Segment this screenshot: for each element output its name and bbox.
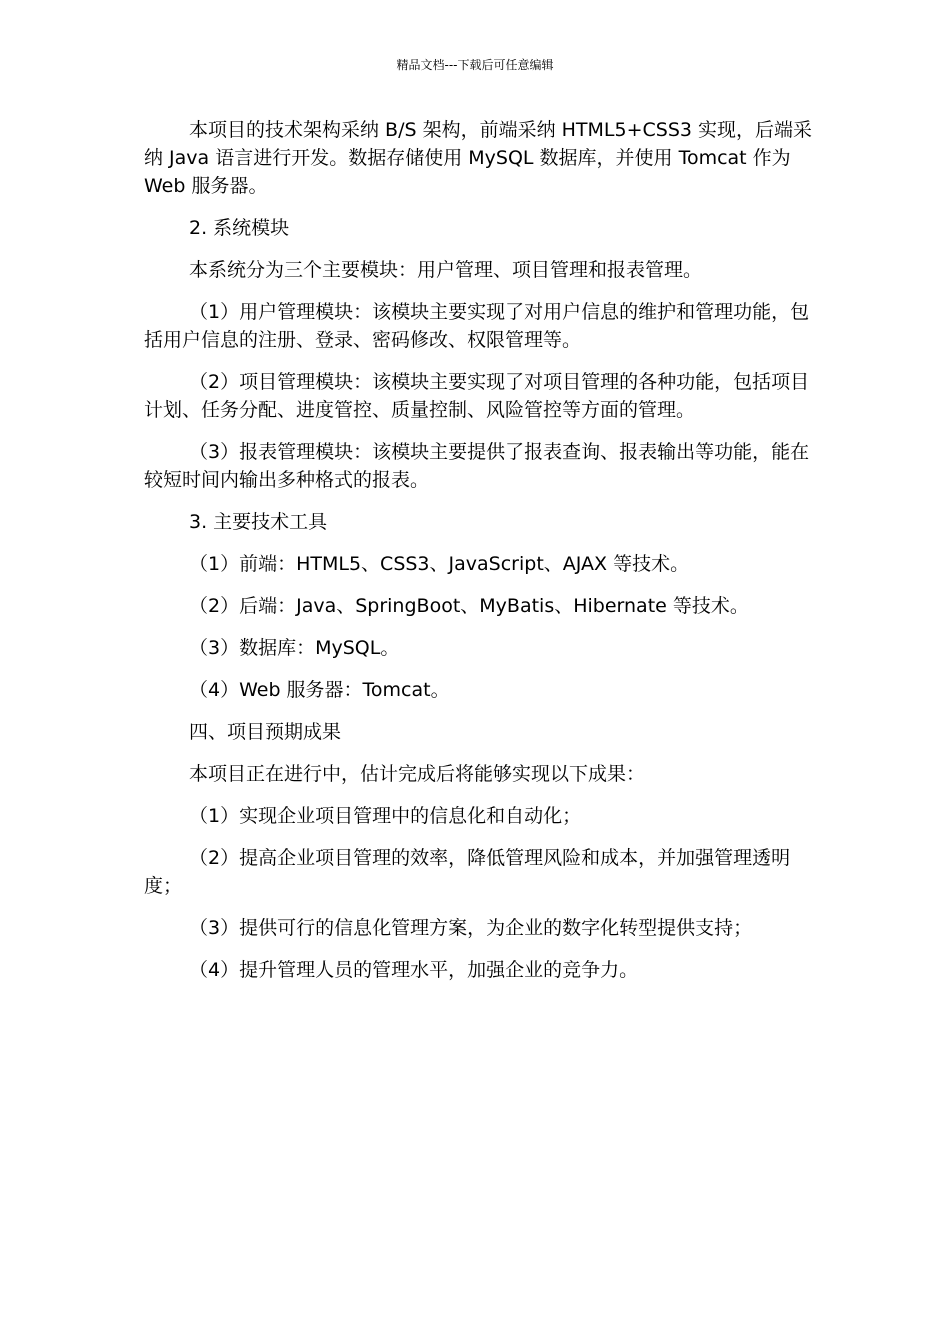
- list-item-report-module: （3）报表管理模块：该模块主要提供了报表查询、报表输出等功能，能在较短时间内输出多种格式的报表。: [144, 441, 810, 491]
- list-item-result-3: （3）提供可行的信息化管理方案，为企业的数字化转型提供支持；: [189, 917, 753, 939]
- document-body: [144, 116, 816, 998]
- heading-main-tech-tools: 3. 主要技术工具: [189, 511, 328, 533]
- heading-system-modules: 2. 系统模块: [189, 217, 290, 239]
- list-item-result-4: （4）提升管理人员的管理水平，加强企业的竞争力。: [189, 959, 639, 981]
- list-item-user-module: （1）用户管理模块：该模块主要实现了对用户信息的维护和管理功能，包括用户信息的注册、登录、密码修改、权限管理等。: [144, 301, 810, 351]
- list-item-backend: （2）后端：Java、SpringBoot、MyBatis、Hibernate 等技术。: [189, 595, 749, 617]
- list-item-frontend: （1）前端：HTML5、CSS3、JavaScript、AJAX 等技术。: [189, 553, 690, 575]
- list-item-project-module: （2）项目管理模块：该模块主要实现了对项目管理的各种功能，包括项目计划、任务分配、进度管控、质量控制、风险管控等方面的管理。: [144, 371, 810, 421]
- paragraph-architecture: 本项目的技术架构采纳 B/S 架构，前端采纳 HTML5+CSS3 实现，后端采纳 Java 语言进行开发。数据存储使用 MySQL 数据库，并使用 Tomcat 作为 Web 服务器。: [144, 119, 813, 197]
- paragraph-results-intro: 本项目正在进行中，估计完成后将能够实现以下成果：: [189, 763, 646, 785]
- heading-expected-results: 四、项目预期成果: [189, 721, 342, 743]
- list-item-result-1: （1）实现企业项目管理中的信息化和自动化；: [189, 805, 582, 827]
- page-header: 精品文档---下载后可任意编辑: [396, 58, 554, 72]
- list-item-result-2: （2）提高企业项目管理的效率，降低管理风险和成本，并加强管理透明度；: [144, 847, 791, 897]
- list-item-web-server: （4）Web 服务器：Tomcat。: [189, 679, 450, 701]
- list-item-database: （3）数据库：MySQL。: [189, 637, 400, 659]
- paragraph-modules-intro: 本系统分为三个主要模块：用户管理、项目管理和报表管理。: [189, 259, 703, 281]
